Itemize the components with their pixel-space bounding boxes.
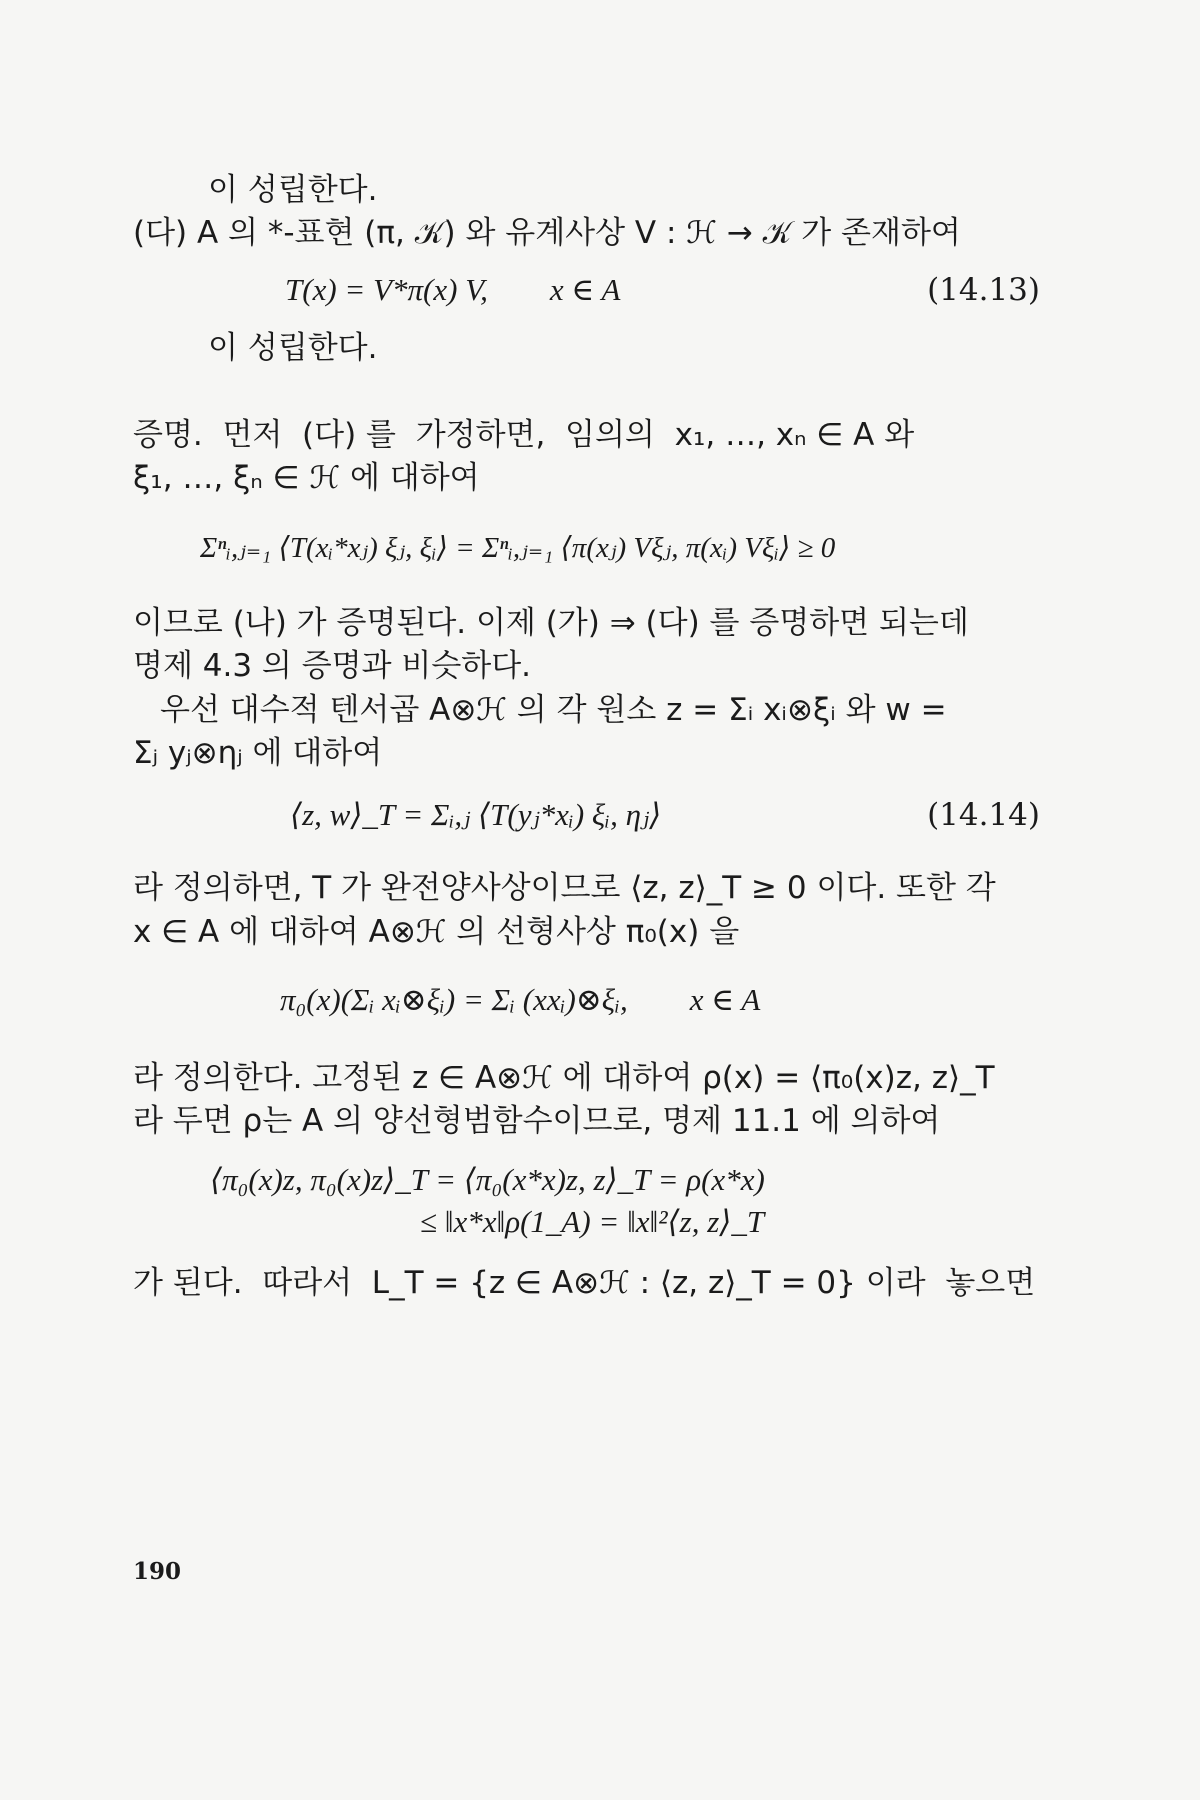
proof-line-7: 라 정의하면, T 가 완전양사상이므로 ⟨z, z⟩_T ≥ 0 이다. 또한 각: [133, 870, 996, 906]
proof-line-3: 이므로 (나) 가 증명된다. 이제 (가) ⇒ (다) 를 증명하면 되는데: [133, 605, 969, 641]
proof-line-1: 증명. 먼저 (다) 를 가정하면, 임의의 x₁, …, xₙ ∈ A 와: [133, 417, 915, 453]
equation-inequality-1: ⟨π₀(x)z, π₀(x)z⟩_T = ⟨π₀(x*x)z, z⟩_T = ρ(x*x): [210, 1162, 765, 1197]
proof-line-6: Σⱼ yⱼ⊗ηⱼ 에 대하여: [133, 735, 383, 771]
equation-pi-zero: π₀(x)(Σᵢ xᵢ⊗ξᵢ) = Σᵢ (xxᵢ)⊗ξᵢ, x ∈ A: [280, 982, 761, 1017]
equation-14-14: ⟨z, w⟩_T = Σᵢ,ⱼ ⟨T(yⱼ*xᵢ) ξᵢ, ηⱼ⟩: [290, 797, 662, 832]
text-line-2: (다) A 의 *-표현 (π, 𝒦) 와 유계사상 V : ℋ → 𝒦 가 존재하여: [133, 215, 961, 251]
proof-line-10: 라 두면 ρ는 A 의 양선형범함수이므로, 명제 11.1 에 의하여: [133, 1103, 941, 1139]
proof-line-4: 명제 4.3 의 증명과 비슷하다.: [133, 648, 532, 684]
proof-line-9: 라 정의한다. 고정된 z ∈ A⊗ℋ 에 대하여 ρ(x) = ⟨π₀(x)z, z⟩_T: [133, 1060, 995, 1096]
page-number: 190: [133, 1558, 182, 1585]
equation-number-14-14: (14.14): [927, 797, 1040, 833]
equation-inequality-2: ≤ ‖x*x‖ρ(1_A) = ‖x‖²⟨z, z⟩_T: [420, 1204, 765, 1239]
proof-line-5: 우선 대수적 텐서곱 A⊗ℋ 의 각 원소 z = Σᵢ xᵢ⊗ξᵢ 와 w =: [160, 692, 947, 728]
equation-14-13: T(x) = V*π(x) V, x ∈ A: [285, 272, 621, 307]
proof-line-8: x ∈ A 에 대하여 A⊗ℋ 의 선형사상 π₀(x) 을: [133, 914, 740, 950]
text-line-1: 이 성립한다.: [208, 172, 378, 208]
equation-sum-positivity: Σⁿᵢ,ⱼ₌₁ ⟨T(xᵢ*xⱼ) ξⱼ, ξᵢ⟩ = Σⁿᵢ,ⱼ₌₁ ⟨π(xⱼ) Vξⱼ, π(xᵢ) Vξᵢ⟩ ≥ 0: [200, 532, 836, 564]
proof-line-11: 가 된다. 따라서 L_T = {z ∈ A⊗ℋ : ⟨z, z⟩_T = 0} 이라 놓으면: [133, 1265, 1036, 1301]
text-line-3: 이 성립한다.: [208, 330, 378, 366]
equation-number-14-13: (14.13): [927, 272, 1040, 308]
proof-line-2: ξ₁, …, ξₙ ∈ ℋ 에 대하여: [133, 460, 480, 496]
